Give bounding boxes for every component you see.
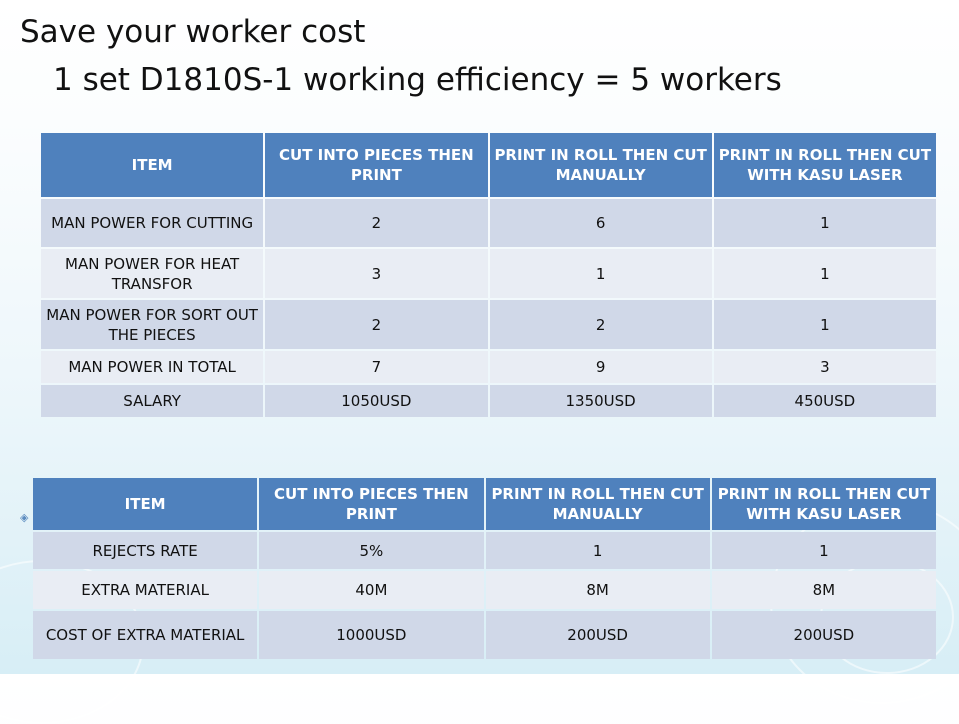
- table-cell: 1: [714, 199, 936, 247]
- table-cell: 1050USD: [265, 385, 487, 417]
- table-row: [41, 199, 936, 247]
- table-cell: 200USD: [712, 611, 936, 659]
- table-cell: 3: [714, 351, 936, 383]
- table-cell: 2: [265, 300, 487, 349]
- worker-cost-table: [39, 131, 938, 419]
- table-row: [33, 571, 936, 609]
- table-cell: MAN POWER IN TOTAL: [41, 351, 263, 383]
- column-header: ITEM: [33, 478, 257, 530]
- table-cell: MAN POWER FOR CUTTING: [41, 199, 263, 247]
- table-cell: 1: [486, 532, 710, 569]
- table-row: [41, 300, 936, 349]
- column-header: CUT INTO PIECES THEN PRINT: [265, 133, 487, 197]
- table-cell: 8M: [712, 571, 936, 609]
- column-header: CUT INTO PIECES THEN PRINT: [259, 478, 483, 530]
- material-cost-table: [31, 476, 938, 661]
- table-cell: 8M: [486, 571, 710, 609]
- table-cell: 2: [265, 199, 487, 247]
- table-row: [33, 532, 936, 569]
- table-cell: 2: [490, 300, 712, 349]
- table-cell: EXTRA MATERIAL: [33, 571, 257, 609]
- table-cell: 1350USD: [490, 385, 712, 417]
- diamond-bullet-icon: ◈: [20, 511, 29, 524]
- table-cell: 1: [490, 249, 712, 298]
- column-header: ITEM: [41, 133, 263, 197]
- table-header-row: [33, 478, 936, 530]
- column-header: PRINT IN ROLL THEN CUT MANUALLY: [490, 133, 712, 197]
- table-cell: 1: [714, 300, 936, 349]
- table-cell: 7: [265, 351, 487, 383]
- table-cell: 6: [490, 199, 712, 247]
- table-cell: 9: [490, 351, 712, 383]
- table-row: [41, 249, 936, 298]
- table-cell: 40M: [259, 571, 483, 609]
- table-header-row: [41, 133, 936, 197]
- table-cell: REJECTS RATE: [33, 532, 257, 569]
- table-cell: SALARY: [41, 385, 263, 417]
- table-cell: COST OF EXTRA MATERIAL: [33, 611, 257, 659]
- table-row: [41, 351, 936, 383]
- table-cell: 1000USD: [259, 611, 483, 659]
- table-row: [33, 611, 936, 659]
- table-cell: MAN POWER FOR SORT OUT THE PIECES: [41, 300, 263, 349]
- table-cell: 3: [265, 249, 487, 298]
- column-header: PRINT IN ROLL THEN CUT MANUALLY: [486, 478, 710, 530]
- table-cell: 450USD: [714, 385, 936, 417]
- table-cell: 1: [712, 532, 936, 569]
- table-cell: MAN POWER FOR HEAT TRANSFOR: [41, 249, 263, 298]
- page-subtitle: 1 set D1810S-1 working efficiency = 5 workers: [53, 62, 782, 98]
- column-header: PRINT IN ROLL THEN CUT WITH KASU LASER: [714, 133, 936, 197]
- table-cell: 5%: [259, 532, 483, 569]
- table-cell: 200USD: [486, 611, 710, 659]
- page-title: Save your worker cost: [20, 14, 366, 50]
- table-cell: 1: [714, 249, 936, 298]
- table-row: [41, 385, 936, 417]
- column-header: PRINT IN ROLL THEN CUT WITH KASU LASER: [712, 478, 936, 530]
